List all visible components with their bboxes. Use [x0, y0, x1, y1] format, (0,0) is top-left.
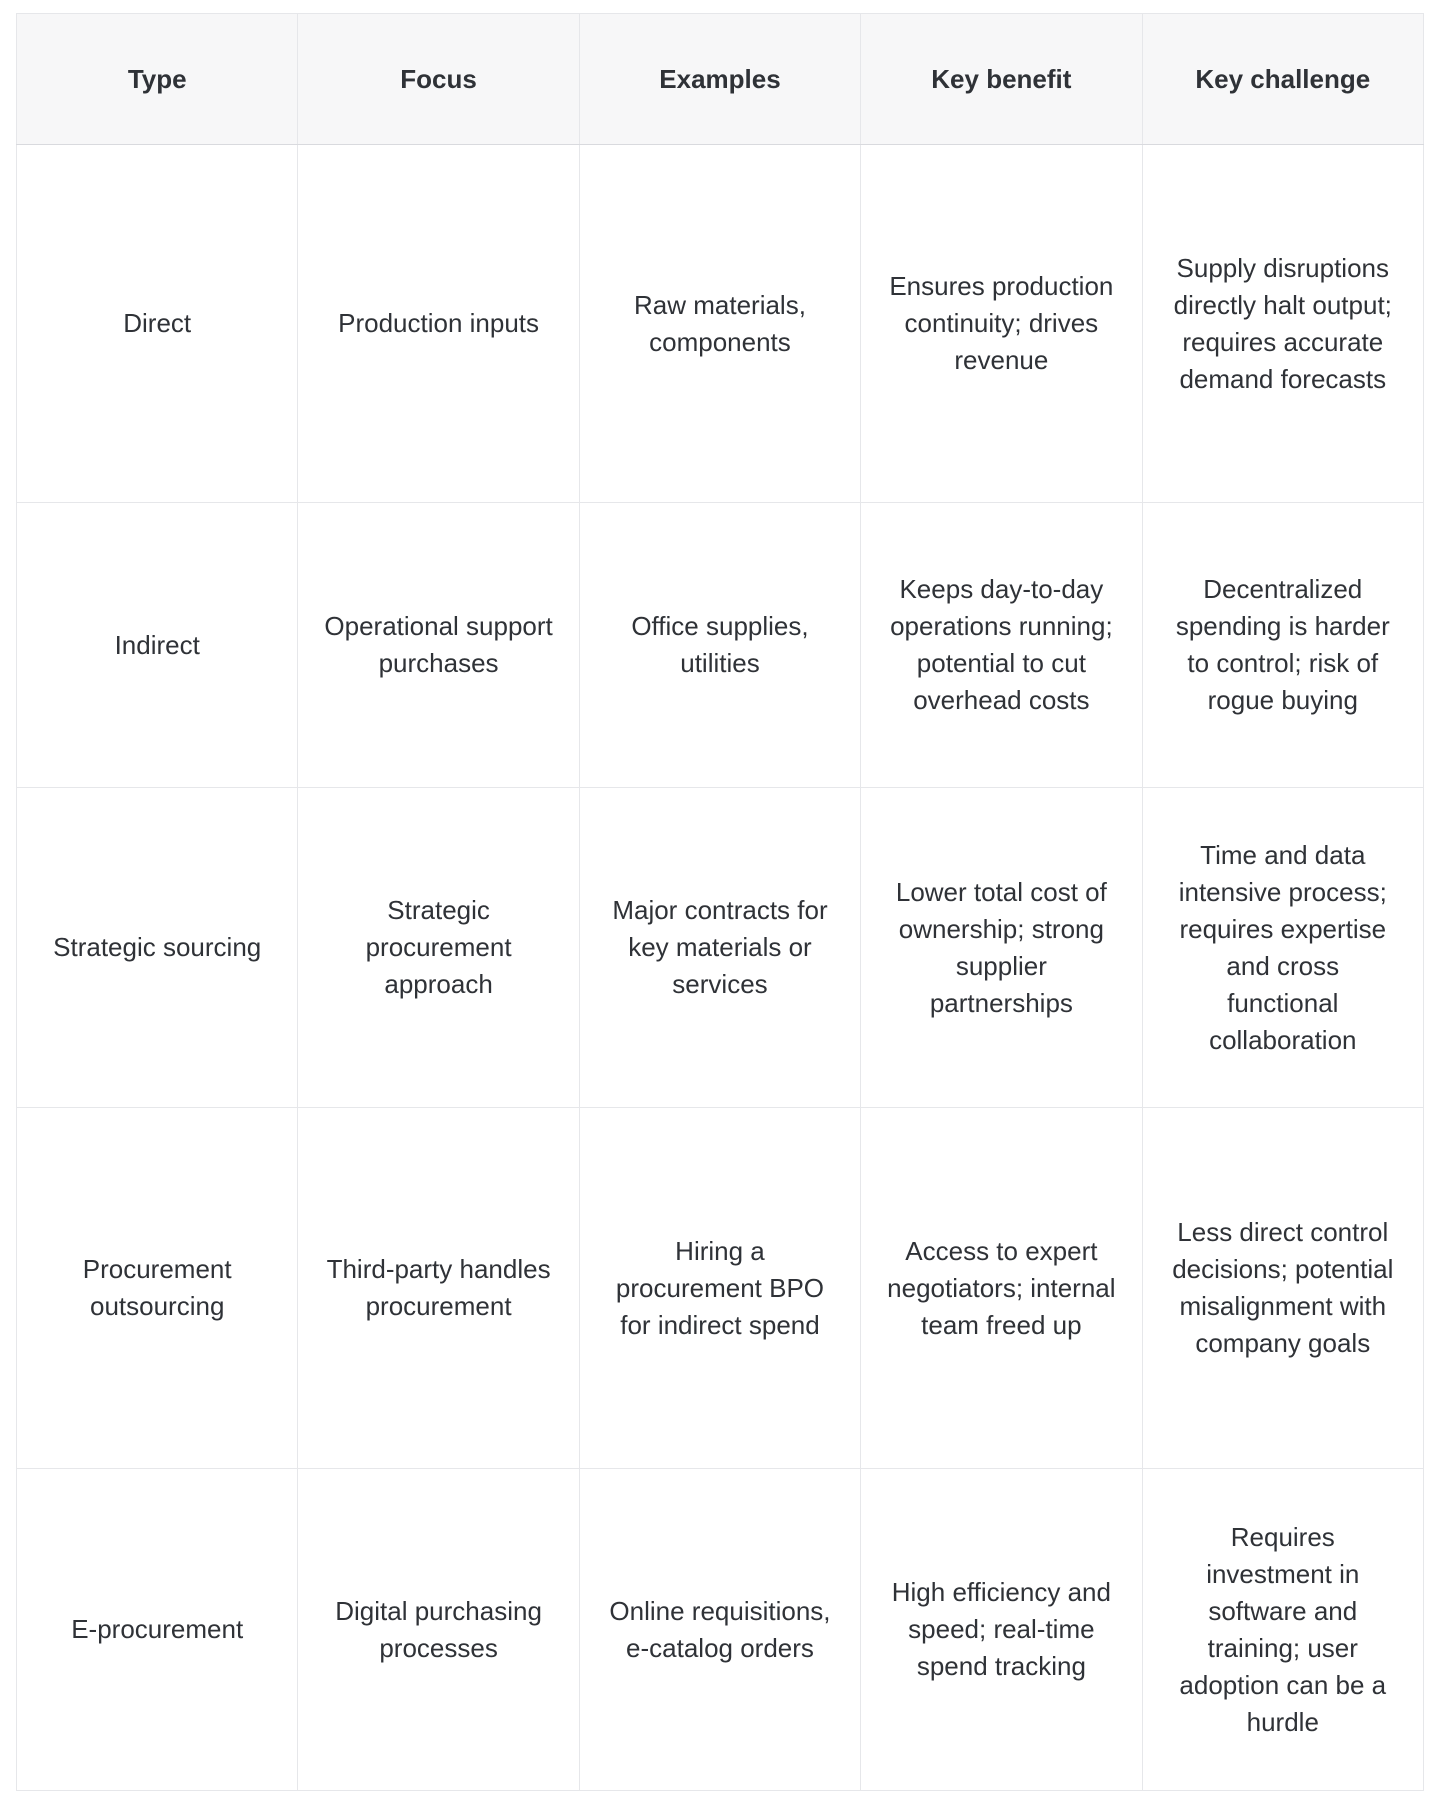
table-cell-procurement-outsourcing-type: Procurement outsourcing: [17, 1108, 298, 1469]
table-cell-e-procurement-focus: Digital purchasing processes: [298, 1469, 579, 1791]
table-cell-indirect-type: Indirect: [17, 503, 298, 788]
column-header-type: Type: [17, 14, 298, 145]
table-cell-direct-focus: Production inputs: [298, 145, 579, 503]
table-row-strategic-sourcing: [17, 788, 1424, 1108]
table-cell-strategic-sourcing-type: Strategic sourcing: [17, 788, 298, 1108]
column-header-examples: Examples: [579, 14, 860, 145]
table-cell-indirect-focus: Operational support purchases: [298, 503, 579, 788]
table-cell-procurement-outsourcing-key-challenge: Less direct control decisions; potential misalignment with company goals: [1142, 1108, 1423, 1469]
table-row-procurement-outsourcing: [17, 1108, 1424, 1469]
table-body: [17, 145, 1424, 1791]
table-cell-procurement-outsourcing-key-benefit: Access to expert negotiators; internal team freed up: [861, 1108, 1142, 1469]
table-cell-strategic-sourcing-key-benefit: Lower total cost of ownership; strong supplier partnerships: [861, 788, 1142, 1108]
procurement-types-table: [16, 13, 1424, 1791]
table-cell-direct-type: Direct: [17, 145, 298, 503]
table-cell-direct-key-challenge: Supply disruptions directly halt output; requires accurate demand forecasts: [1142, 145, 1423, 503]
table-cell-e-procurement-type: E-procurement: [17, 1469, 298, 1791]
table-cell-procurement-outsourcing-examples: Hiring a procurement BPO for indirect spend: [579, 1108, 860, 1469]
table-cell-strategic-sourcing-key-challenge: Time and data intensive process; requires expertise and cross functional collaboration: [1142, 788, 1423, 1108]
table-cell-procurement-outsourcing-focus: Third-party handles procurement: [298, 1108, 579, 1469]
table-cell-e-procurement-key-challenge: Requires investment in software and training; user adoption can be a hurdle: [1142, 1469, 1423, 1791]
column-header-focus: Focus: [298, 14, 579, 145]
table-row-direct: [17, 145, 1424, 503]
table-cell-indirect-key-challenge: Decentralized spending is harder to control; risk of rogue buying: [1142, 503, 1423, 788]
column-header-key-benefit: Key benefit: [861, 14, 1142, 145]
table-cell-direct-key-benefit: Ensures production continuity; drives revenue: [861, 145, 1142, 503]
table-row-e-procurement: [17, 1469, 1424, 1791]
table-cell-indirect-key-benefit: Keeps day-to-day operations running; potential to cut overhead costs: [861, 503, 1142, 788]
table-row-indirect: [17, 503, 1424, 788]
column-header-key-challenge: Key challenge: [1142, 14, 1423, 145]
table-cell-e-procurement-examples: Online requisitions, e-catalog orders: [579, 1469, 860, 1791]
table-cell-strategic-sourcing-examples: Major contracts for key materials or services: [579, 788, 860, 1108]
table-cell-direct-examples: Raw materials, components: [579, 145, 860, 503]
table-cell-e-procurement-key-benefit: High efficiency and speed; real-time spend tracking: [861, 1469, 1142, 1791]
table-cell-indirect-examples: Office supplies, utilities: [579, 503, 860, 788]
table-cell-strategic-sourcing-focus: Strategic procurement approach: [298, 788, 579, 1108]
header-row: [17, 14, 1424, 145]
table-header: [17, 14, 1424, 145]
